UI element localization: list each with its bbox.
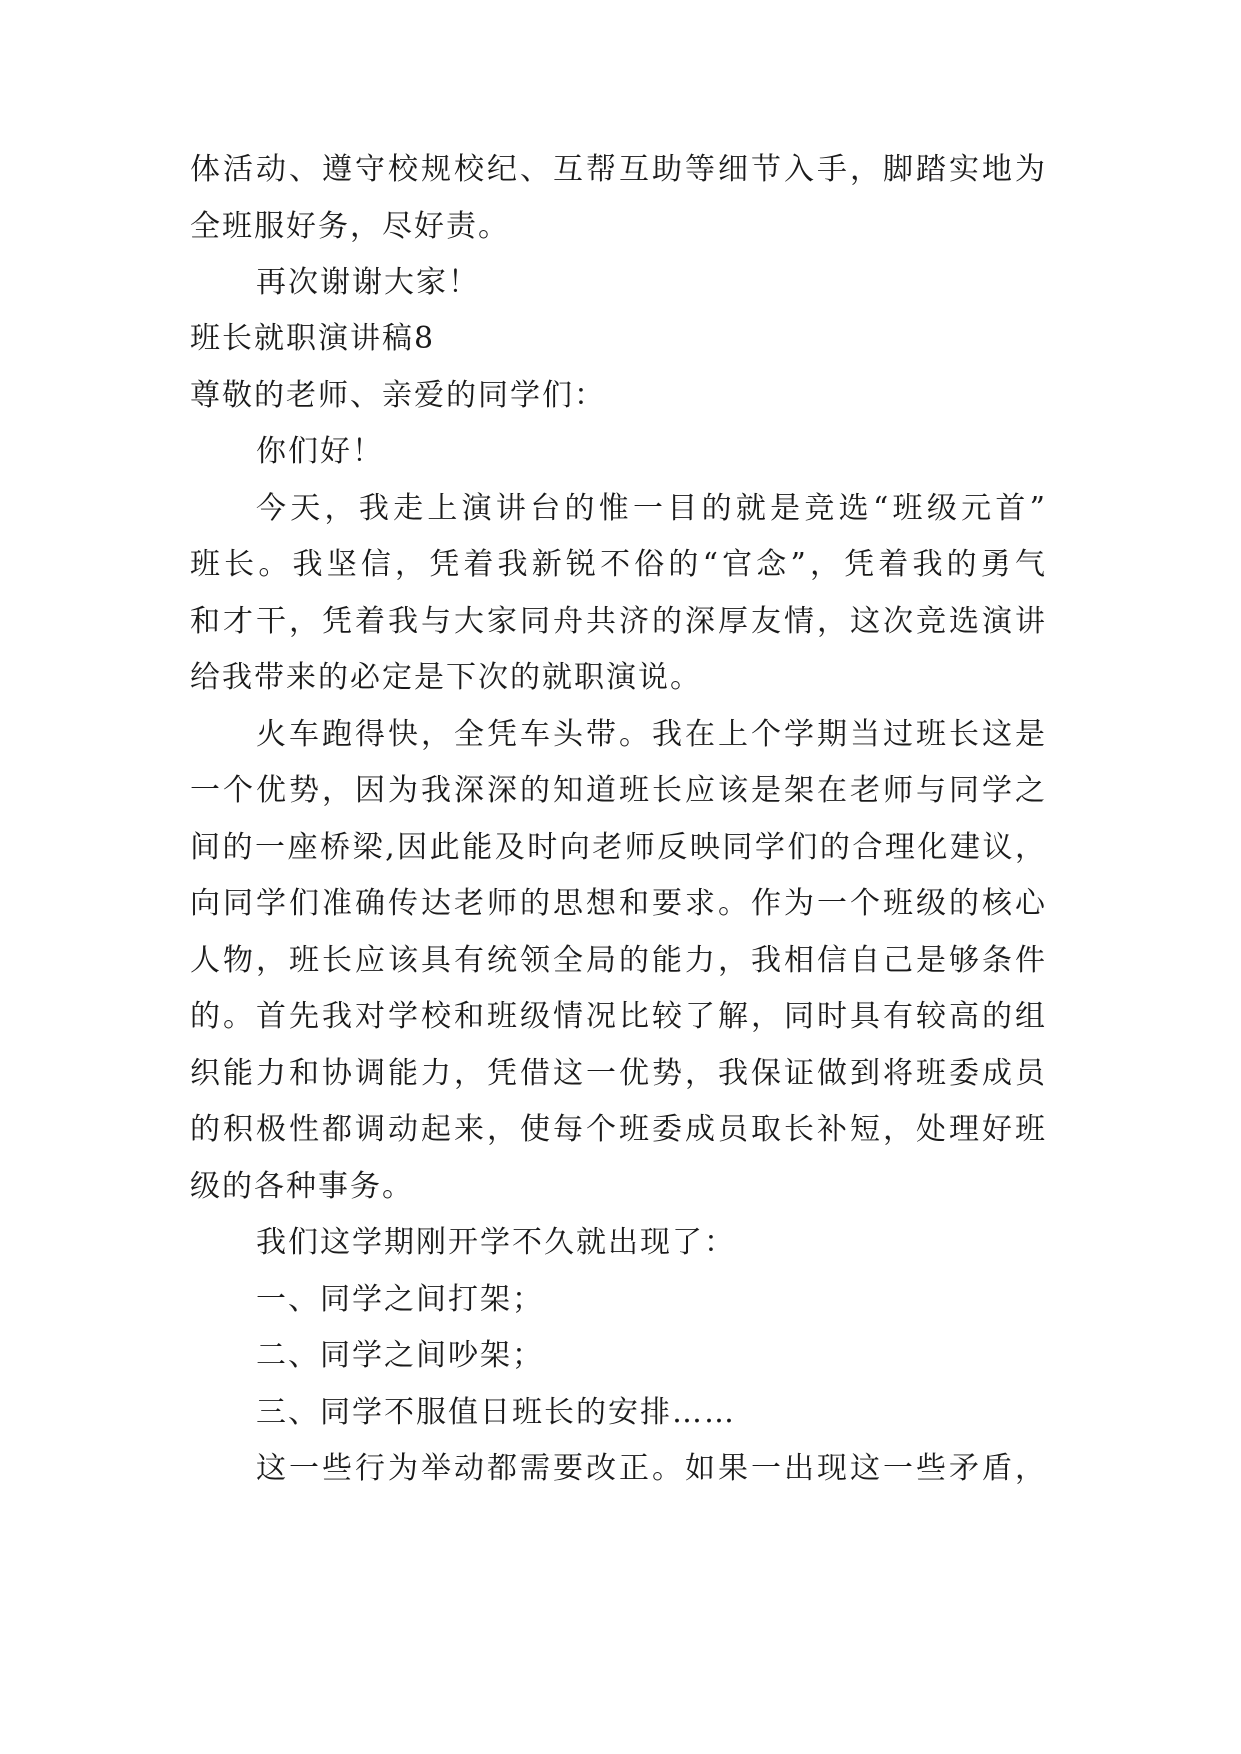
body-text-line: 给我带来的必定是下次的就职演说。 bbox=[190, 660, 702, 695]
body-text-line: 的积极性都调动起来，使每个班委成员取长补短，处理好班 bbox=[190, 1112, 1045, 1147]
body-text-line: 向同学们准确传达老师的思想和要求。作为一个班级的核心 bbox=[190, 886, 1045, 921]
list-item: 二、同学之间吵架； bbox=[256, 1338, 544, 1373]
list-item: 一、同学之间打架； bbox=[256, 1282, 544, 1317]
body-text-line: 全班服好务，尽好责。 bbox=[190, 209, 510, 244]
body-text-line: 级的各种事务。 bbox=[190, 1169, 414, 1204]
list-item: 三、同学不服值日班长的安排…… bbox=[256, 1395, 736, 1430]
body-text-line: 今天，我走上演讲台的惟一目的就是竞选“班级元首” bbox=[256, 491, 1045, 526]
body-text-line: 人物，班长应该具有统领全局的能力，我相信自己是够条件 bbox=[190, 943, 1045, 978]
body-text-line: 织能力和协调能力，凭借这一优势，我保证做到将班委成员 bbox=[190, 1056, 1045, 1091]
greeting: 你们好！ bbox=[256, 434, 384, 469]
section-title: 班长就职演讲稿8 bbox=[190, 321, 436, 356]
body-text-line: 一个优势，因为我深深的知道班长应该是架在老师与同学之 bbox=[190, 773, 1045, 808]
body-text-line: 我们这学期刚开学不久就出现了： bbox=[256, 1225, 736, 1260]
body-text-line: 这一些行为举动都需要改正。如果一出现这一些矛盾， bbox=[256, 1451, 1045, 1486]
body-text-line: 间的一座桥梁,因此能及时向老师反映同学们的合理化建议， bbox=[190, 830, 1045, 865]
body-text-line: 班长。我坚信，凭着我新锐不俗的“官念”，凭着我的勇气 bbox=[190, 547, 1045, 582]
body-text-line: 和才干，凭着我与大家同舟共济的深厚友情，这次竞选演讲 bbox=[190, 604, 1045, 639]
body-text-line: 体活动、遵守校规校纪、互帮互助等细节入手，脚踏实地为 bbox=[190, 152, 1045, 187]
body-text-line: 的。首先我对学校和班级情况比较了解，同时具有较高的组 bbox=[190, 999, 1045, 1034]
body-text-line: 火车跑得快，全凭车头带。我在上个学期当过班长这是 bbox=[256, 717, 1045, 752]
closing-thanks: 再次谢谢大家！ bbox=[256, 265, 480, 300]
salutation: 尊敬的老师、亲爱的同学们： bbox=[190, 378, 606, 413]
